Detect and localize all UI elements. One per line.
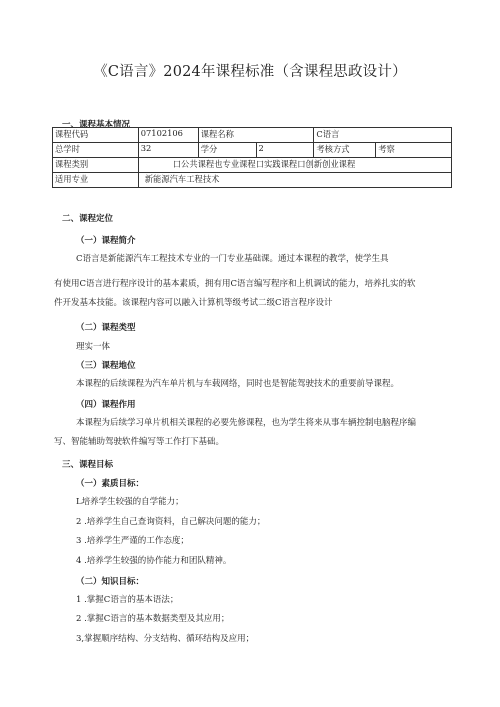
subheading-course-role: （四）课程作用	[76, 400, 136, 410]
course-info-table	[52, 127, 452, 188]
paragraph-intro-line1: C语言是新能源汽车工程技术专业的一门专业基础课。通过本课程的教学，使学生具	[76, 254, 389, 264]
table-cell: 学分	[198, 143, 256, 158]
section-heading-basic-info: 一、课程基本情况	[62, 120, 131, 130]
subheading-intro: （一）课程简介	[76, 236, 136, 246]
table-cell: C语言	[314, 128, 452, 143]
table-cell: 32	[138, 143, 198, 158]
list-item: 2 .培养学生自己查询资料，自己解决问题的能力；	[76, 517, 266, 527]
table-cell: 课程类别	[53, 158, 139, 173]
table-row	[53, 128, 452, 143]
course-type-text: 理实一体	[76, 342, 111, 352]
table-cell: 课程名称	[198, 128, 314, 143]
table-cell: 课程代码	[53, 128, 139, 143]
course-position-text: 本课程的后续课程为汽车单片机与车载网络，同时也是智能驾驶技术的重要前导课程。	[76, 379, 400, 389]
table-row	[53, 143, 452, 158]
table-cell: 考核方式	[314, 143, 376, 158]
section-heading-positioning: 二、课程定位	[62, 214, 114, 224]
paragraph-intro-line2: 有使用C语言进行程序设计的基本素质，拥有用C语言编写程序和上机调试的能力，培养扎实的软	[54, 279, 416, 289]
table-cell: 新能源汽车工程技术	[138, 173, 451, 188]
table-cell: 总学时	[53, 143, 139, 158]
table-cell: 2	[256, 143, 314, 158]
list-item: 2 .掌握C语言的基本数据类型及其应用；	[76, 614, 230, 624]
table-cell: 口公共课程也专业课程口实践课程口创新创业课程	[138, 158, 451, 173]
list-item: 1 .掌握C语言的基本语法；	[76, 595, 179, 605]
paragraph-role-line2: 写、智能辅助驾驶软件编写等工作打下基础。	[54, 437, 225, 447]
section-heading-objectives: 三、课程目标	[62, 460, 114, 470]
subheading-quality-goals: （一）素质目标：	[76, 479, 145, 489]
table-row	[53, 173, 452, 188]
paragraph-role-line1: 本课程为后续学习单片机相关课程的必要先修课程，也为学生将来从事车辆控制电脑程序编	[76, 418, 417, 428]
table-cell: 07102106	[138, 128, 198, 143]
subheading-course-type: （二）课程类型	[76, 323, 136, 333]
paragraph-intro-line3: 件开发基本技能。该课程内容可以融入计算机等级考试二级C语言程序设计	[54, 298, 333, 308]
table-row	[53, 158, 452, 173]
list-item: 3 .培养学生严谨的工作态度；	[76, 536, 189, 546]
list-item: 4 .培养学生较强的协作能力和团队精神。	[76, 556, 232, 566]
document-title: 《C语言》2024年课程标准（含课程思政设计）	[93, 64, 407, 80]
table-cell: 考察	[376, 143, 452, 158]
table-cell: 适用专业	[53, 173, 139, 188]
subheading-knowledge-goals: （二）知识目标：	[76, 577, 145, 587]
list-item: L培养学生较强的自学能力；	[76, 497, 184, 507]
subheading-course-position: （三）课程地位	[76, 361, 136, 371]
list-item: 3,掌握顺序结构、分支结构、循环结构及应用；	[76, 634, 255, 644]
